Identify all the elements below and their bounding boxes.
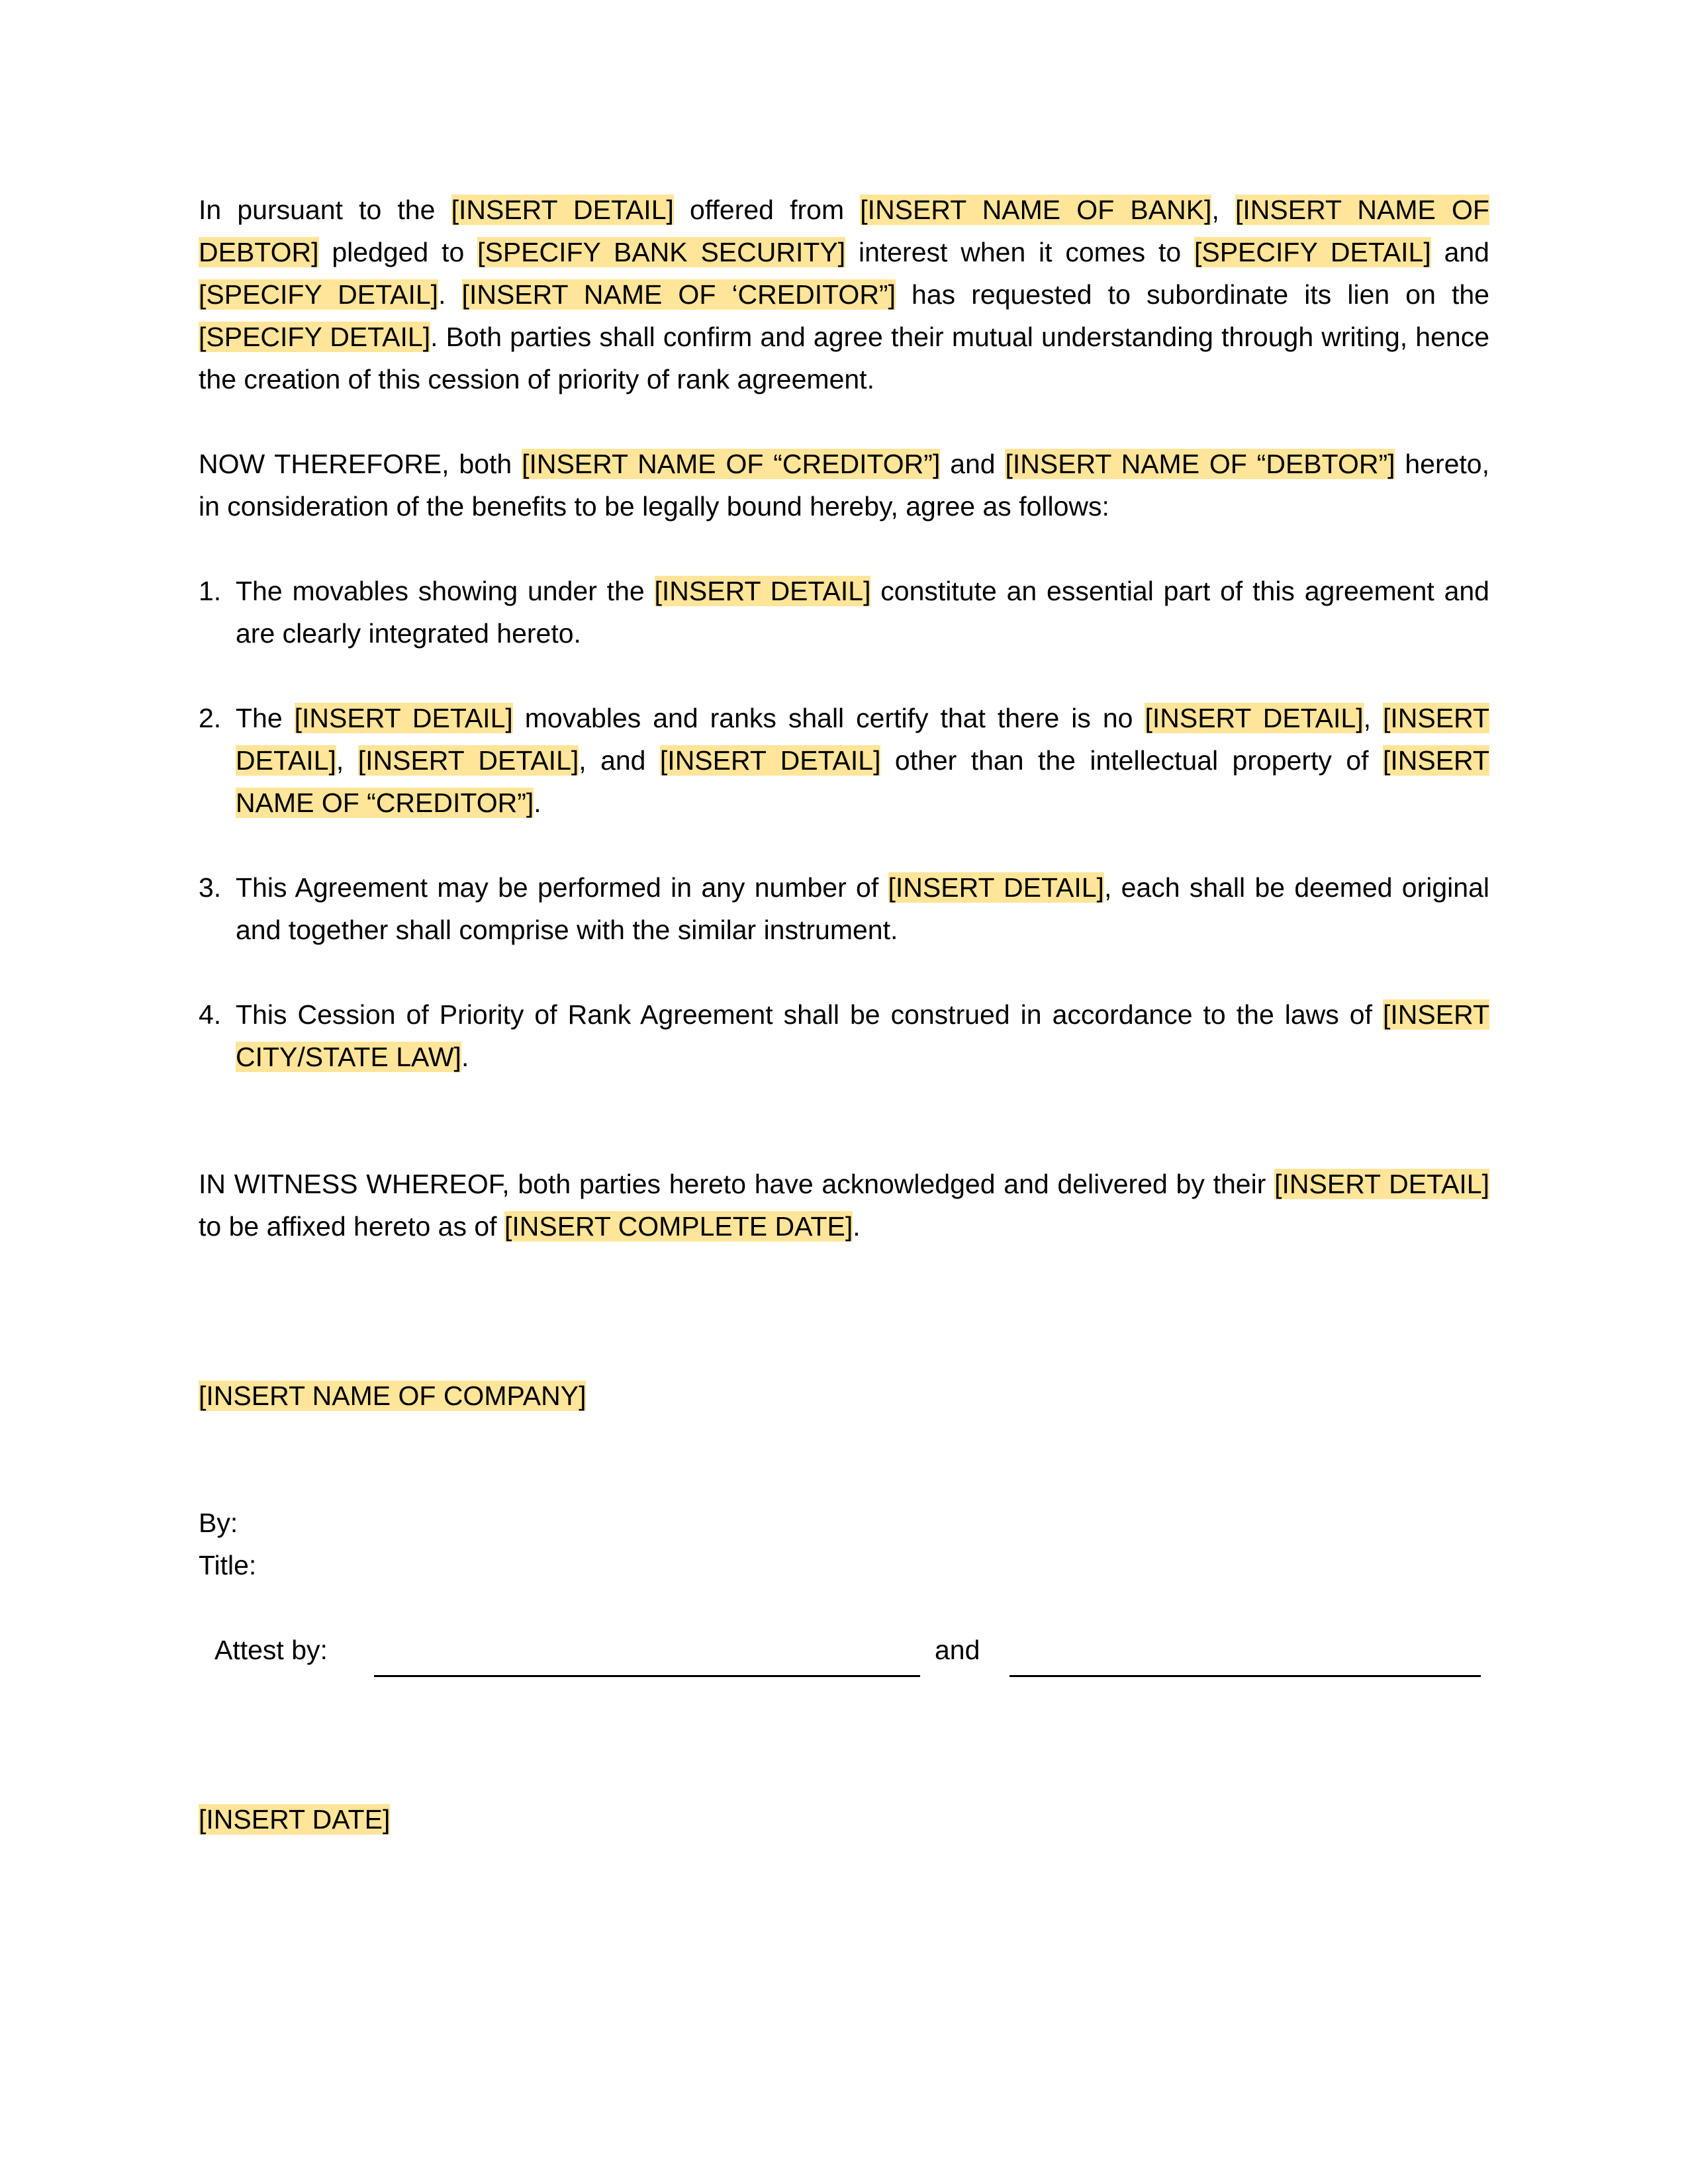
signature-block [199,1502,1489,1586]
list-item [199,866,1489,951]
text: . [853,1211,861,1242]
placeholder-insert-detail: [INSERT DETAIL] [236,703,1489,776]
text: , [336,745,358,776]
title-label: Title: [199,1550,257,1580]
now-therefore-paragraph [199,443,1489,527]
text: hereto, in consideration of the benefits to be legally bound hereby, agree as follows: [199,449,1489,522]
placeholder-insert-detail: [INSERT DETAIL] [357,745,579,776]
text: The movables showing under the [236,576,655,606]
text: movables and ranks shall certify that there is no [512,703,1145,733]
placeholder-insert-detail: [INSERT DETAIL] [888,872,1104,903]
document-page [199,189,1489,1841]
text: and [1430,237,1489,267]
company-name-line [199,1375,1489,1417]
text: offered from [673,195,861,225]
text: . [534,788,541,818]
text: . [438,279,462,310]
placeholder-insert-detail: [INSERT DETAIL] [1145,703,1364,733]
date-line [199,1798,1489,1841]
placeholder-specify-detail: [SPECIFY DETAIL] [199,279,439,310]
text: , [1211,195,1236,225]
text: In pursuant to the [199,195,451,225]
list-item [199,993,1489,1078]
text: , [1363,703,1383,733]
list-number: 4. [199,999,222,1030]
placeholder-complete-date: [INSERT COMPLETE DATE] [504,1211,853,1242]
placeholder-company-name: [INSERT NAME OF COMPANY] [199,1381,586,1411]
text: pledged to [318,237,478,267]
placeholder-insert-detail: [INSERT DETAIL] [1274,1169,1489,1199]
text: constitute an essential part of this agreement and are clearly integrated hereto. [236,576,1489,649]
placeholder-creditor-name: [INSERT NAME OF “CREDITOR”] [522,449,941,479]
placeholder-specify-detail: [SPECIFY DETAIL] [199,322,431,352]
text: , and [579,745,660,776]
attest-signature-line-1 [374,1675,920,1677]
witness-paragraph [199,1163,1489,1248]
text: . [461,1042,469,1072]
placeholder-insert-detail: [INSERT DETAIL] [659,745,881,776]
text: . Both parties shall confirm and agree their mutual understanding through writing, hence the creation of this cession of priority of rank agreement. [199,322,1489,394]
list-number: 3. [199,872,222,903]
attest-signature-line-2 [1009,1675,1481,1677]
placeholder-debtor-name: [INSERT NAME OF “DEBTOR”] [1005,449,1395,479]
text: interest when it comes to [845,237,1194,267]
attest-label: Attest by: [214,1635,328,1665]
text: This Agreement may be performed in any number of [236,872,888,903]
text: and [940,449,1006,479]
text: The [236,703,295,733]
text: has requested to subordinate its lien on the [895,279,1489,310]
placeholder-insert-detail: [INSERT DETAIL] [294,703,513,733]
text: IN WITNESS WHEREOF, both parties hereto have acknowledged and delivered by their [199,1169,1275,1199]
placeholder-city-state-law: [INSERT CITY/STATE LAW] [236,999,1489,1072]
list-item [199,570,1489,655]
placeholder-date: [INSERT DATE] [199,1804,391,1835]
placeholder-specify-detail: [SPECIFY DETAIL] [1194,237,1431,267]
attest-and-label: and [935,1635,980,1665]
by-label: By: [199,1508,238,1538]
text: , each shall be deemed original and together shall comprise with the similar instrument. [236,872,1489,945]
placeholder-insert-detail: [INSERT DETAIL] [451,195,674,225]
placeholder-creditor-name: [INSERT NAME OF “CREDITOR”] [236,745,1489,818]
placeholder-insert-detail: [INSERT DETAIL] [654,576,871,606]
placeholder-creditor-name: [INSERT NAME OF ‘CREDITOR”] [461,279,896,310]
list-number: 2. [199,703,222,733]
list-item [199,697,1489,824]
text: This Cession of Priority of Rank Agreement shall be construed in accordance to the laws of [236,999,1383,1030]
attest-row [199,1629,1489,1671]
list-number: 1. [199,576,222,606]
intro-paragraph [199,189,1489,400]
placeholder-bank-name: [INSERT NAME OF BANK] [860,195,1212,225]
placeholder-debtor-name: [INSERT NAME OF DEBTOR] [199,195,1489,267]
text: other than the intellectual property of [880,745,1383,776]
text: NOW THEREFORE, both [199,449,522,479]
text: to be affixed hereto as of [199,1211,504,1242]
placeholder-bank-security: [SPECIFY BANK SECURITY] [477,237,846,267]
